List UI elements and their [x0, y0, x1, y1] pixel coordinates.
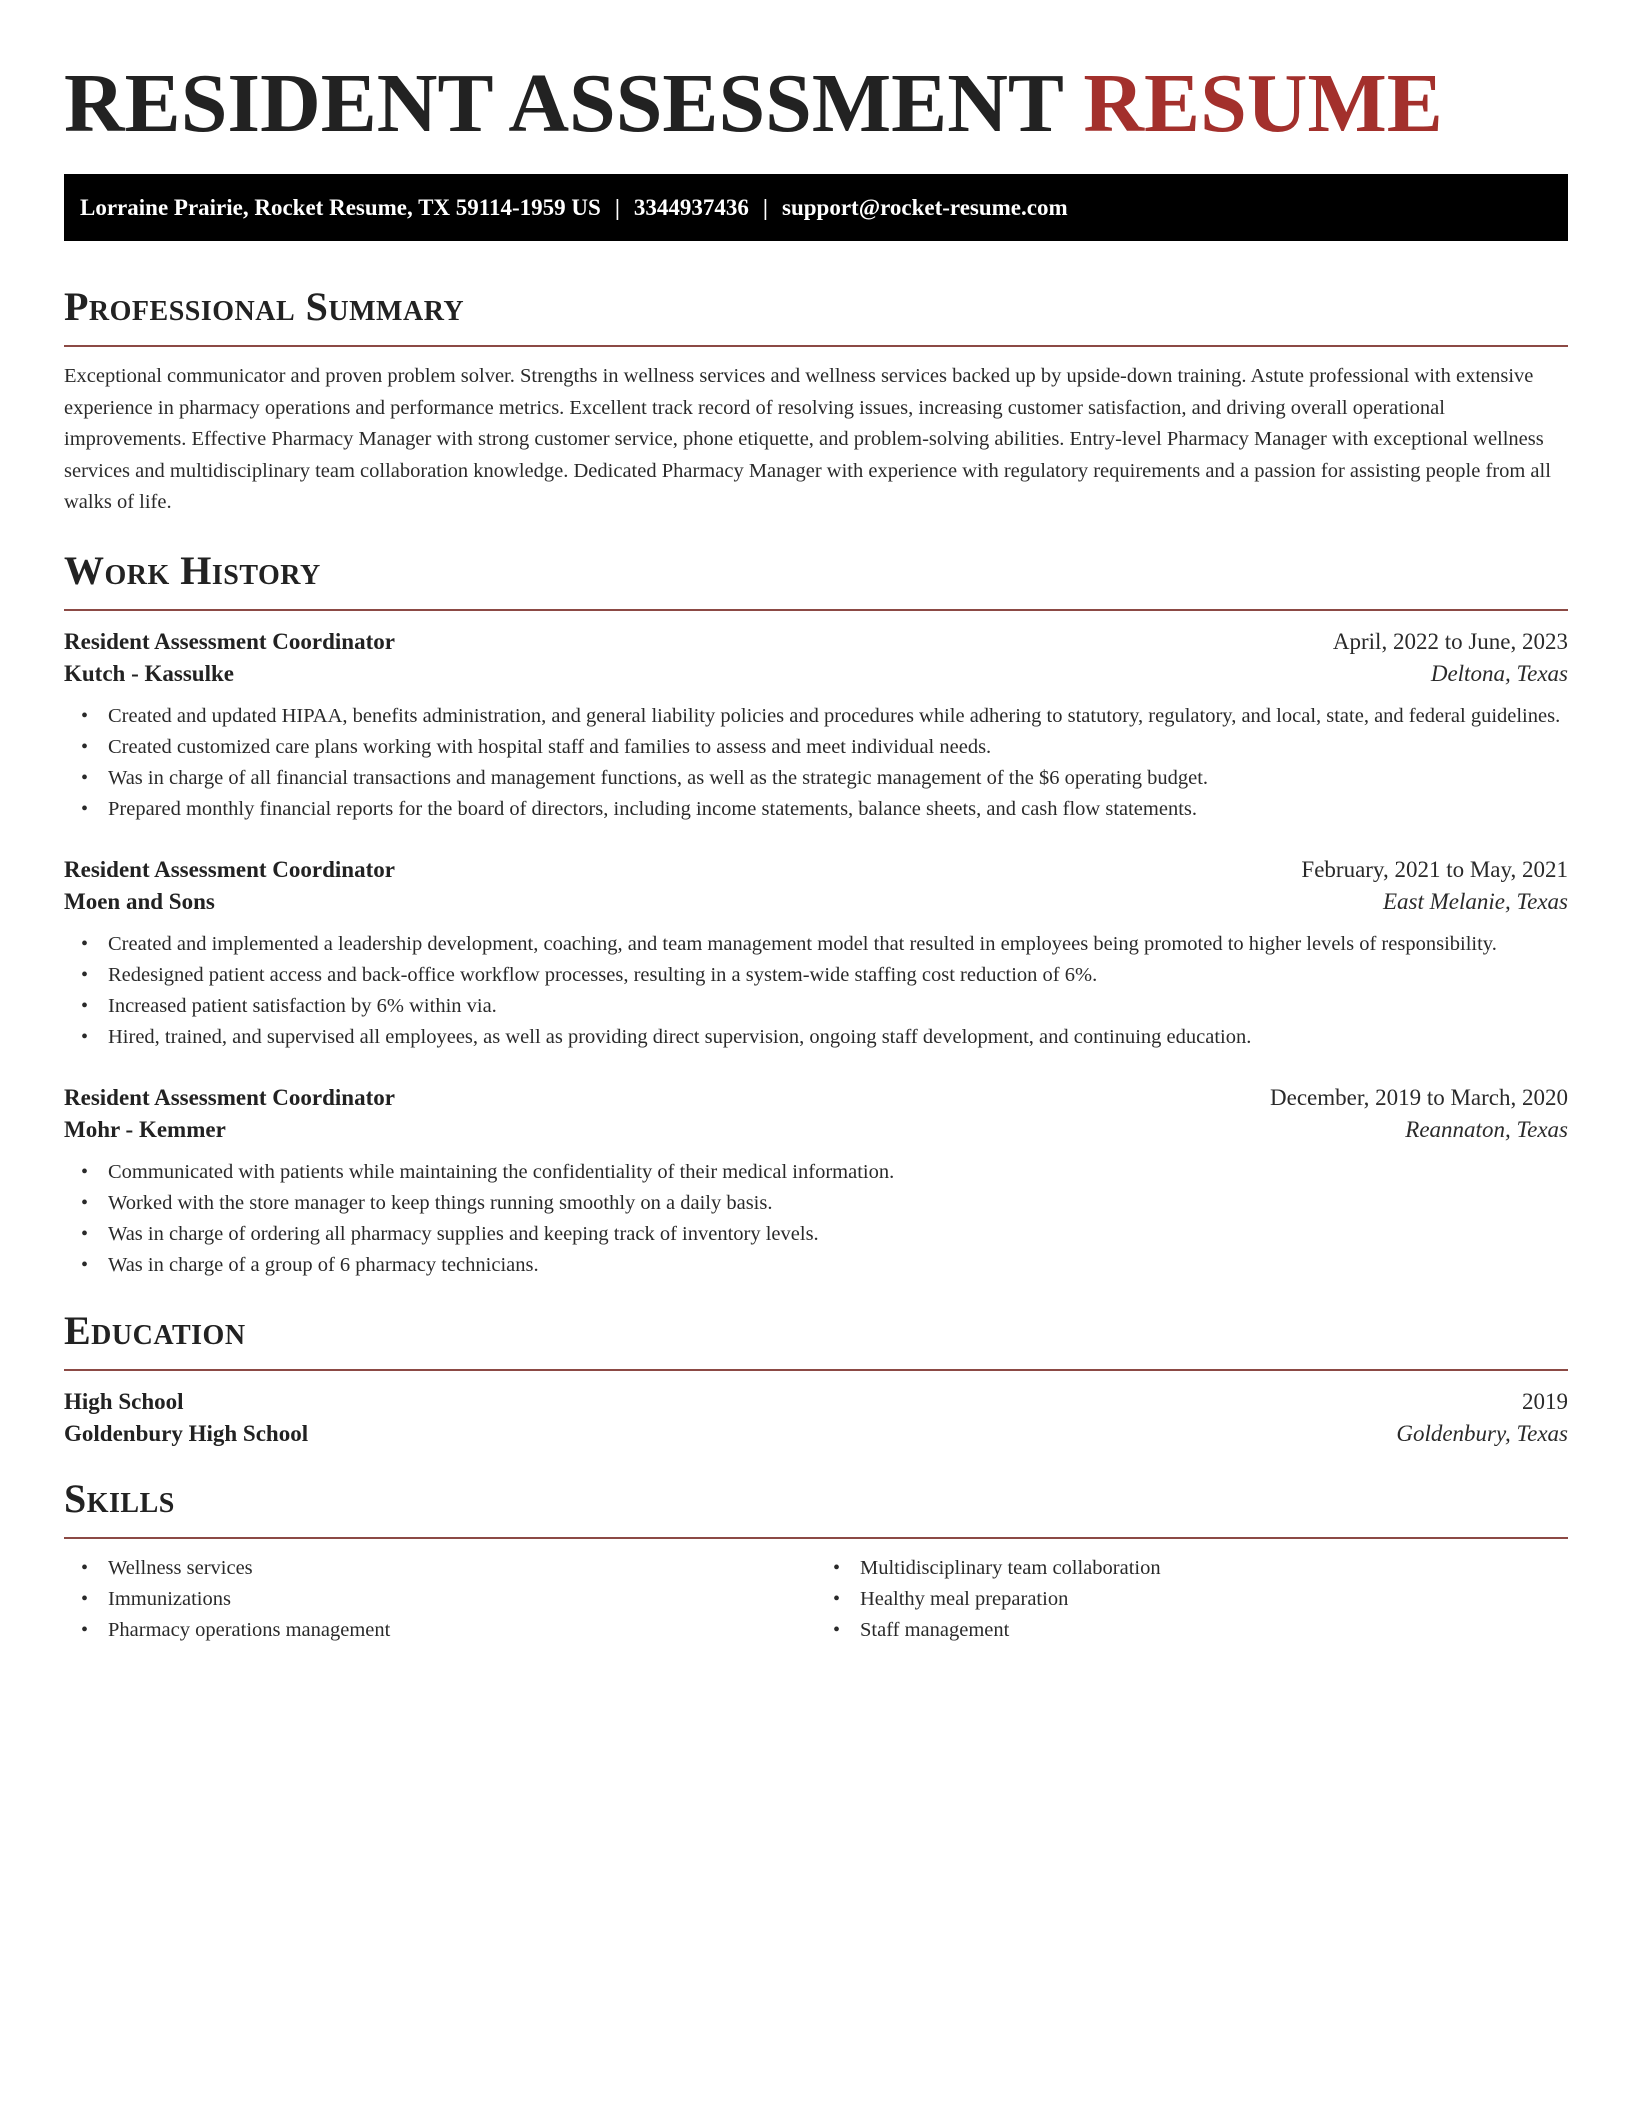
- education-location: Goldenbury, Texas: [1396, 1420, 1568, 1446]
- skills-grid: [64, 1553, 1568, 1646]
- job-employer-row: [64, 661, 1568, 687]
- resume-title: [64, 54, 1568, 154]
- job-bullet: • Increased patient satisfaction by 6% within via.: [108, 991, 1568, 1022]
- job-employer: Mohr - Kemmer: [64, 1116, 226, 1142]
- job-employer: Kutch - Kassulke: [64, 660, 234, 686]
- section-divider: [64, 345, 1568, 347]
- skill-item: • Immunizations: [108, 1584, 816, 1615]
- job-bullet: • Redesigned patient access and back-office workflow processes, resulting in a system-wide staffing cost reduction of 6%.: [108, 960, 1568, 991]
- education-school-row: [64, 1421, 1568, 1447]
- job-bullet: • Hired, trained, and supervised all employees, as well as providing direct supervision, ongoing staff development, and continuing education.: [108, 1022, 1568, 1053]
- job-bullet: • Was in charge of ordering all pharmacy supplies and keeping track of inventory levels.: [108, 1219, 1568, 1250]
- work-history-section: [64, 547, 1568, 1281]
- job-bullet: • Was in charge of all financial transactions and management functions, as well as the strategic management of the $6 operating budget.: [108, 763, 1568, 794]
- skill-item: • Healthy meal preparation: [860, 1584, 1568, 1615]
- section-divider: [64, 1537, 1568, 1539]
- section-divider: [64, 1369, 1568, 1371]
- job-dates: February, 2021 to May, 2021: [1301, 856, 1568, 882]
- contact-phone[interactable]: 3344937436: [633, 194, 749, 220]
- education-header-row: [64, 1389, 1568, 1415]
- skills-list: [64, 1553, 816, 1646]
- job-bullet: • Created and updated HIPAA, benefits administration, and general liability policies and procedures while adhering to statutory, regulatory, and local, state, and federal guidelines.: [108, 701, 1568, 732]
- job-bullets: [64, 701, 1568, 825]
- job-employer-row: [64, 1117, 1568, 1143]
- job-header-row: [64, 629, 1568, 655]
- skill-item: • Multidisciplinary team collaboration: [860, 1553, 1568, 1584]
- job-title: Resident Assessment Coordinator: [64, 1084, 395, 1110]
- job-header-row: [64, 1085, 1568, 1111]
- job-title: Resident Assessment Coordinator: [64, 628, 395, 654]
- section-heading-skills: Skills: [64, 1475, 175, 1521]
- job-bullet: • Was in charge of a group of 6 pharmacy technicians.: [108, 1250, 1568, 1281]
- summary-text: Exceptional communicator and proven problem solver. Strengths in wellness services and wellness services backed up by upside-down training. Astute professional with extensive experience in pharmacy operations and performance metrics. Excellent track record of resolving issues, increasing customer satisfaction, and driving overall operational improvements. Effective Pharmacy Manager with strong customer service, phone etiquette, and problem-solving abilities. Entry-level Pharmacy Manager with exceptional wellness services and multidisciplinary team collaboration knowledge. Dedicated Pharmacy Manager with experience with regulatory requirements and a passion for assisting people from all walks of life.: [64, 365, 1551, 513]
- section-heading-education: Education: [64, 1307, 246, 1353]
- title-accent: RESUME: [1083, 57, 1443, 150]
- education-year: 2019: [1522, 1388, 1568, 1414]
- skill-item: • Wellness services: [108, 1553, 816, 1584]
- title-main: RESIDENT ASSESSMENT: [64, 57, 1063, 150]
- skill-item: • Pharmacy operations management: [108, 1615, 816, 1646]
- education-section: [64, 1307, 1568, 1447]
- job-bullet: • Prepared monthly financial reports for the board of directors, including income statements, balance sheets, and cash flow statements.: [108, 794, 1568, 825]
- skills-list: [816, 1553, 1568, 1646]
- job-bullets: [64, 929, 1568, 1053]
- job-location: East Melanie, Texas: [1382, 888, 1568, 914]
- job-header-row: [64, 857, 1568, 883]
- section-heading-summary: Professional Summary: [64, 284, 465, 329]
- job-bullet: • Created and implemented a leadership development, coaching, and team management model that resulted in employees being promoted to higher levels of responsibility.: [108, 929, 1568, 960]
- contact-separator: |: [762, 194, 768, 220]
- section-divider: [64, 609, 1568, 611]
- section-heading-work-history: Work History: [64, 547, 321, 593]
- skills-column-left: [64, 1553, 816, 1646]
- job-dates: December, 2019 to March, 2020: [1270, 1084, 1568, 1110]
- job-dates: April, 2022 to June, 2023: [1332, 628, 1568, 654]
- job-title: Resident Assessment Coordinator: [64, 856, 395, 882]
- skill-item: • Staff management: [860, 1615, 1568, 1646]
- contact-separator: |: [614, 194, 620, 220]
- education-school: Goldenbury High School: [64, 1420, 309, 1446]
- job-employer: Moen and Sons: [64, 888, 215, 914]
- job-bullet: • Worked with the store manager to keep things running smoothly on a daily basis.: [108, 1188, 1568, 1219]
- job-entry: [64, 629, 1568, 825]
- contact-bar: [64, 174, 1568, 241]
- job-entry: [64, 857, 1568, 1053]
- summary-section: [64, 283, 1568, 519]
- job-entry: [64, 1085, 1568, 1281]
- job-bullet: • Created customized care plans working with hospital staff and families to assess and meet individual needs.: [108, 732, 1568, 763]
- skills-column-right: [816, 1553, 1568, 1646]
- job-employer-row: [64, 889, 1568, 915]
- job-location: Deltona, Texas: [1430, 660, 1568, 686]
- job-bullets: [64, 1157, 1568, 1281]
- job-location: Reannaton, Texas: [1405, 1116, 1568, 1142]
- job-bullet: • Communicated with patients while maintaining the confidentiality of their medical information.: [108, 1157, 1568, 1188]
- skills-section: [64, 1475, 1568, 1646]
- education-degree: High School: [64, 1388, 184, 1414]
- contact-email[interactable]: support@rocket-resume.com: [782, 194, 1068, 220]
- contact-address: Lorraine Prairie, Rocket Resume, TX 59114-1959 US: [80, 194, 601, 220]
